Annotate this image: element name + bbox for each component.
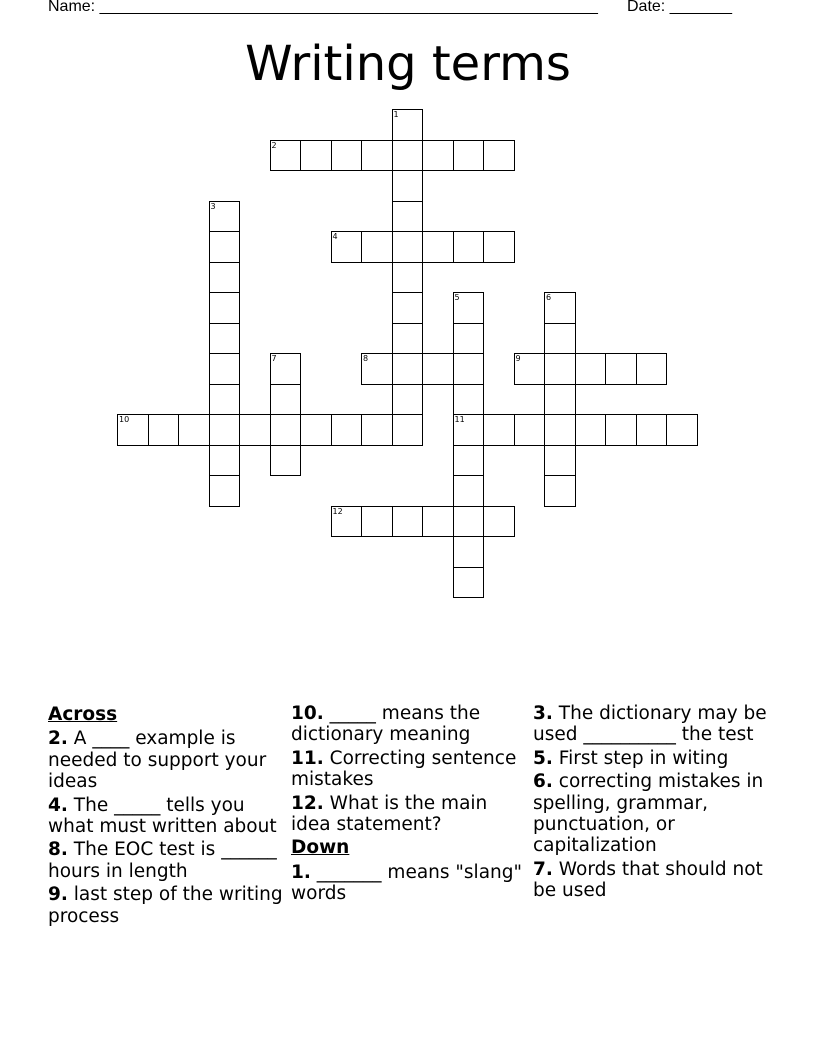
clue-down-5 xyxy=(533,748,773,769)
clues-column-2 xyxy=(291,703,531,907)
grid-cell[interactable] xyxy=(239,414,271,446)
grid-cell[interactable] xyxy=(392,384,424,416)
clue-number: 11. xyxy=(291,747,324,769)
clue-text: First step in witing xyxy=(552,747,729,769)
grid-cell[interactable] xyxy=(453,323,485,355)
grid-cell[interactable] xyxy=(453,506,485,538)
grid-cell[interactable] xyxy=(453,475,485,507)
clue-across-2 xyxy=(48,728,288,792)
clues-column-3 xyxy=(533,703,773,904)
clue-across-9 xyxy=(48,884,288,927)
clues-column-1 xyxy=(48,703,288,929)
cell-number: 5 xyxy=(454,293,460,302)
grid-cell[interactable] xyxy=(361,506,393,538)
clue-number: 2. xyxy=(48,728,68,750)
grid-cell[interactable] xyxy=(209,414,241,446)
clue-down-6 xyxy=(533,771,773,857)
page-title: Writing terms xyxy=(245,36,571,92)
grid-cell[interactable] xyxy=(209,323,241,355)
clue-text: A ____ example is needed to support your ideas xyxy=(48,728,267,793)
grid-cell[interactable] xyxy=(392,140,424,172)
clue-down-3 xyxy=(533,703,773,746)
grid-cell[interactable] xyxy=(605,353,637,385)
grid-cell[interactable] xyxy=(453,353,485,385)
grid-cell[interactable] xyxy=(209,231,241,263)
grid-cell[interactable] xyxy=(422,140,454,172)
clue-text: What is the main idea statement? xyxy=(291,792,488,836)
clue-number: 9. xyxy=(48,884,68,906)
grid-cell[interactable] xyxy=(422,231,454,263)
grid-cell[interactable] xyxy=(422,353,454,385)
clue-number: 1. xyxy=(291,861,311,883)
clue-across-11 xyxy=(291,748,531,791)
grid-cell[interactable] xyxy=(117,414,149,446)
clue-number: 3. xyxy=(533,703,553,724)
clue-down-1 xyxy=(291,862,531,905)
clue-number: 4. xyxy=(48,794,68,816)
clue-down-7 xyxy=(533,859,773,902)
clue-number: 8. xyxy=(48,839,68,861)
grid-cell[interactable] xyxy=(392,323,424,355)
grid-cell[interactable] xyxy=(575,353,607,385)
grid-cell[interactable] xyxy=(392,201,424,233)
grid-cell[interactable] xyxy=(483,414,515,446)
grid-cell[interactable] xyxy=(392,170,424,202)
grid-cell[interactable] xyxy=(544,445,576,477)
clue-text: The _____ tells you what must written about xyxy=(48,794,277,838)
clue-text: _______ means "slang" words xyxy=(291,861,523,905)
grid-cell[interactable] xyxy=(209,292,241,324)
cell-number: 1 xyxy=(393,110,399,119)
cell-number: 9 xyxy=(515,354,521,363)
date-field[interactable]: Date: _______ xyxy=(627,0,732,15)
grid-cell[interactable] xyxy=(392,231,424,263)
cell-number: 3 xyxy=(210,201,216,211)
clue-text: The EOC test is ______ hours in length xyxy=(48,839,277,882)
grid-cell[interactable] xyxy=(636,353,668,385)
grid-cell[interactable] xyxy=(453,445,485,477)
clue-number: 10. xyxy=(291,703,324,724)
grid-cell[interactable] xyxy=(331,414,363,446)
grid-cell[interactable] xyxy=(453,414,485,446)
grid-cell[interactable] xyxy=(270,414,302,446)
cell-number: 8 xyxy=(363,354,369,363)
grid-cell[interactable] xyxy=(453,536,485,568)
grid-cell[interactable] xyxy=(361,140,393,172)
clue-text: The dictionary may be used __________ the test xyxy=(533,703,767,746)
grid-cell[interactable] xyxy=(666,414,698,446)
grid-cell[interactable] xyxy=(422,506,454,538)
grid-cell[interactable] xyxy=(514,353,546,385)
clue-number: 12. xyxy=(291,792,324,814)
grid-cell[interactable] xyxy=(209,262,241,294)
grid-cell[interactable] xyxy=(178,414,210,446)
grid-cell[interactable] xyxy=(300,414,332,446)
grid-cell[interactable] xyxy=(483,140,515,172)
grid-cell[interactable] xyxy=(453,140,485,172)
grid-cell[interactable] xyxy=(331,140,363,172)
grid-cell[interactable] xyxy=(392,353,424,385)
clue-text: Correcting sentence mistakes xyxy=(291,747,517,791)
clue-text: last step of the writing process xyxy=(48,884,283,927)
grid-cell[interactable] xyxy=(605,414,637,446)
grid-cell[interactable] xyxy=(209,201,241,233)
clue-text: Words that should not be used xyxy=(533,858,763,902)
name-field[interactable]: Name: ________________________________________________________ xyxy=(48,0,598,15)
cell-number: 7 xyxy=(271,354,277,363)
grid-cell[interactable] xyxy=(392,414,424,446)
grid-cell[interactable] xyxy=(575,414,607,446)
clue-number: 5. xyxy=(533,747,553,769)
grid-cell[interactable] xyxy=(270,353,302,385)
cell-number: 6 xyxy=(546,293,552,302)
clue-number: 6. xyxy=(533,771,553,793)
grid-cell[interactable] xyxy=(148,414,180,446)
grid-cell[interactable] xyxy=(270,445,302,477)
grid-cell[interactable] xyxy=(636,414,668,446)
cell-number: 11 xyxy=(454,415,465,424)
cell-number: 2 xyxy=(271,140,277,150)
grid-cell[interactable] xyxy=(514,414,546,446)
grid-cell[interactable] xyxy=(209,384,241,416)
grid-cell[interactable] xyxy=(544,323,576,355)
grid-cell[interactable] xyxy=(331,506,363,538)
cell-number: 12 xyxy=(332,506,343,516)
grid-cell[interactable] xyxy=(209,445,241,477)
grid-cell[interactable] xyxy=(453,231,485,263)
grid-cell[interactable] xyxy=(392,109,424,141)
grid-cell[interactable] xyxy=(453,292,485,324)
clue-text: correcting mistakes in spelling, grammar, punctuation, or capitalization xyxy=(533,771,764,857)
grid-cell[interactable] xyxy=(300,140,332,172)
cell-number: 10 xyxy=(119,415,130,424)
clue-text: _____ means the dictionary meaning xyxy=(291,703,481,746)
grid-cell[interactable] xyxy=(361,353,393,385)
grid-cell[interactable] xyxy=(209,353,241,385)
grid-cell[interactable] xyxy=(544,384,576,416)
grid-cell[interactable] xyxy=(483,231,515,263)
clue-across-12 xyxy=(291,793,531,836)
clue-across-4 xyxy=(48,795,288,838)
grid-cell[interactable] xyxy=(453,567,485,599)
clue-number: 7. xyxy=(533,858,553,880)
grid-cell[interactable] xyxy=(544,414,576,446)
grid-cell[interactable] xyxy=(331,231,363,263)
grid-cell[interactable] xyxy=(392,506,424,538)
clue-across-10 xyxy=(291,703,531,746)
grid-cell[interactable] xyxy=(453,384,485,416)
across-heading: Across xyxy=(48,704,118,725)
grid-cell[interactable] xyxy=(392,262,424,294)
grid-cell[interactable] xyxy=(209,475,241,507)
grid-cell[interactable] xyxy=(361,414,393,446)
cell-number: 4 xyxy=(332,232,338,241)
grid-cell[interactable] xyxy=(392,292,424,324)
grid-cell[interactable] xyxy=(544,475,576,507)
grid-cell[interactable] xyxy=(270,384,302,416)
grid-cell[interactable] xyxy=(544,353,576,385)
grid-cell[interactable] xyxy=(483,506,515,538)
down-heading: Down xyxy=(291,837,350,859)
grid-cell[interactable] xyxy=(270,140,302,172)
grid-cell[interactable] xyxy=(361,231,393,263)
clue-across-8 xyxy=(48,839,288,882)
grid-cell[interactable] xyxy=(544,292,576,324)
